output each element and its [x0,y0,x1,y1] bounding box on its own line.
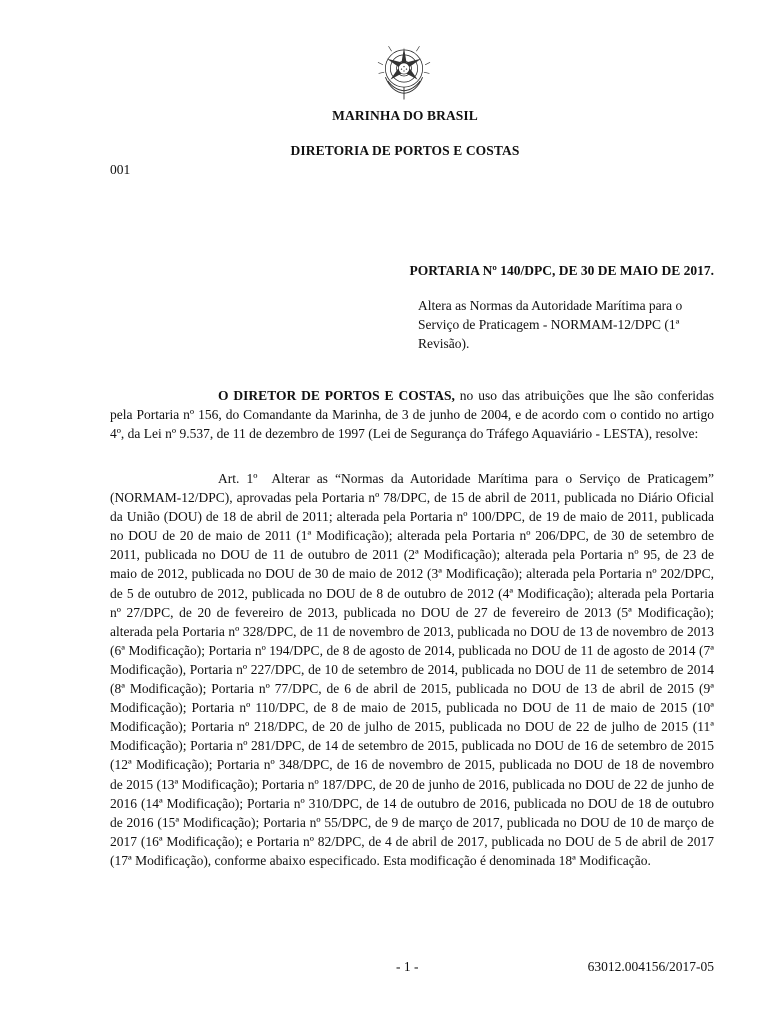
process-number: 63012.004156/2017-05 [587,959,714,974]
portaria-title: PORTARIA Nº 140/DPC, DE 30 DE MAIO DE 2017. [409,263,714,278]
preamble-lead: O DIRETOR DE PORTOS E COSTAS, [218,388,455,403]
ementa: Altera as Normas da Autoridade Marítima para o Serviço de Praticagem - NORMAM-12/DPC (1ª Revisão). [418,298,683,351]
brazil-coat-of-arms-icon [373,40,435,102]
page-number: - 1 - [396,959,419,974]
article-1-label: Art. 1º [218,471,258,486]
preamble-paragraph [110,386,714,443]
department-title: DIRETORIA DE PORTOS E COSTAS [290,143,520,158]
article-1-paragraph [110,469,714,870]
article-1-text: Alterar as “Normas da Autoridade Marítima para o Serviço de Praticagem” (NORMAM-12/DPC), aprovadas pela Portaria nº 78/DPC, de 15 de abril de 2011, publicada no Diário Oficial da União (DOU) de 18 de abril de 2011; alterada pela Portaria nº 100/DPC, de 19 de maio de 2011, publicada no DOU de 20 de maio de 2011 (1ª Modificação); alterada pela Portaria nº 206/DPC, de 30 de setembro de 2011, publicada no DOU de 11 de outubro de 2011 (2ª Modificação); alterada pela Portaria nº 95, de 23 de maio de 2012, publicada no DOU de 30 de maio de 2012 (3ª Modificação); alterada pela Portaria nº 202/DPC, de 5 de outubro de 2012, publicada no DOU de 8 de outubro de 2012 (4ª Modificação); alterada pela Portaria nº 27/DPC, de 20 de fevereiro de 2013, publicada no DOU de 27 de fevereiro de 2013 (5ª Modificação); alterada pela Portaria nº 328/DPC, de 11 de novembro de 2013, publicada no DOU de 13 de novembro de 2013 (6ª Modificação); Portaria nº 194/DPC, de 8 de agosto de 2014, publicada no DOU de 11 de agosto de 2014 (7ª Modificação), Portaria nº 227/DPC, de 10 de setembro de 2014, publicada no DOU de 11 de setembro de 2014 (8ª Modificação); Portaria nº 77/DPC, de 6 de abril de 2015, publicada no DOU de 13 de abril de 2015 (9ª Modificação); Portaria nº 110/DPC, de 8 de maio de 2015, publicada no DOU de 11 de maio de 2015 (10ª Modificação); Portaria nº 218/DPC, de 20 de julho de 2015, publicada no DOU de 22 de julho de 2015 (11ª Modificação); Portaria nº 281/DPC, de 14 de setembro de 2015, publicada no DOU de 16 de setembro de 2015 (12ª Modificação); Portaria nº 348/DPC, de 16 de novembro de 2015, publicada no DOU de 18 de novembro de 2015 (13ª Modificação); Portaria nº 187/DPC, de 20 de junho de 2016, publicada no DOU de 22 de junho de 2016 (14ª Modificação); Portaria nº 310/DPC, de 14 de outubro de 2016, publicada no DOU de 18 de outubro de 2016 (15ª Modificação); Portaria nº 55/DPC, de 9 de março de 2017, publicada no DOU de 10 de março de 2017 (16ª Modificação); e Portaria nº 82/DPC, de 4 de abril de 2017, publicada no DOU de 5 de abril de 2017 (17ª Modificação), conforme abaixo especificado. Esta modificação é denominada 18ª Modificação. [110,471,715,868]
organization-title: MARINHA DO BRASIL [332,108,478,123]
preamble-text: no uso das atribuições que lhe são conferidas pela Portaria nº 156, do Comandante da Marinha, de 3 de junho de 2004, e de acordo com o contido no artigo 4º, da Lei nº 9.537, de 11 de dezembro de 1997 (Lei de Segurança do Tráfego Aquaviário - LESTA), resolve: [110,388,714,442]
document-code: 001 [110,162,131,177]
